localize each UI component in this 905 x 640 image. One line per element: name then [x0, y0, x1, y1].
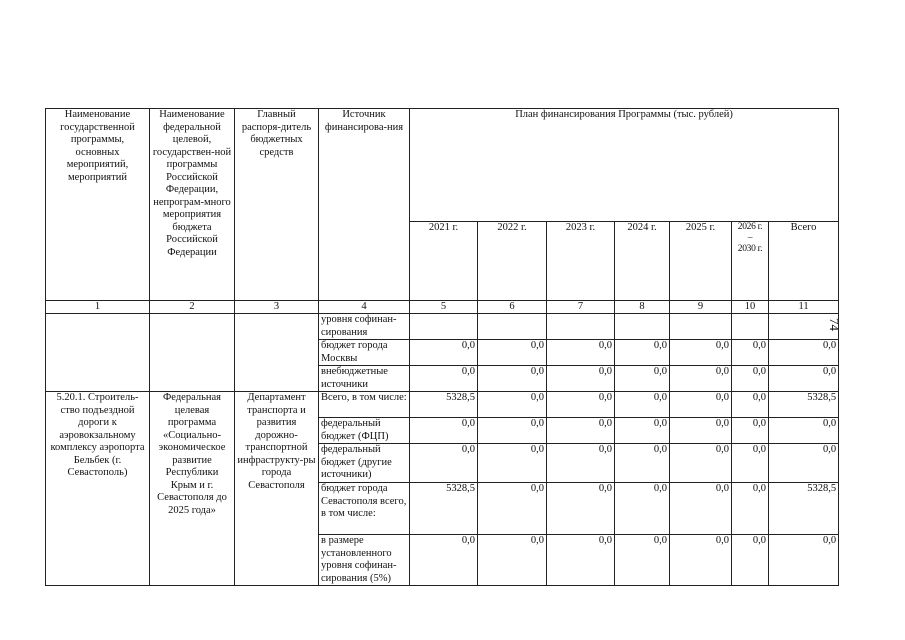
- column-number: 10: [732, 301, 769, 314]
- value-cell: 0,0: [478, 340, 547, 366]
- value-cell: 0,0: [732, 392, 769, 418]
- funding-source-cell: бюджет города Севастополя всего, в том числе:: [319, 483, 410, 535]
- value-cell: [615, 314, 670, 340]
- value-cell: 0,0: [615, 366, 670, 392]
- value-cell: 0,0: [478, 366, 547, 392]
- value-cell: 0,0: [769, 444, 839, 483]
- year-range-end: 2030 г.: [737, 244, 763, 254]
- column-number: 2: [150, 301, 235, 314]
- value-cell: 0,0: [478, 418, 547, 444]
- year-range-dash: –: [747, 233, 753, 243]
- value-cell: 0,0: [670, 340, 732, 366]
- value-cell: 0,0: [670, 483, 732, 535]
- value-cell: 0,0: [547, 483, 615, 535]
- value-cell: 0,0: [478, 392, 547, 418]
- funding-source-cell: Всего, в том числе:: [319, 392, 410, 418]
- column-number: 8: [615, 301, 670, 314]
- value-cell: 0,0: [769, 535, 839, 586]
- funding-source-cell: федеральный бюджет (ФЦП): [319, 418, 410, 444]
- header-row-main: [46, 109, 839, 222]
- value-cell: [547, 314, 615, 340]
- column-number: 3: [235, 301, 319, 314]
- empty-cell: [235, 314, 319, 392]
- empty-cell: [46, 314, 150, 392]
- header-year-2022: 2022 г.: [478, 222, 547, 301]
- value-cell: 0,0: [732, 418, 769, 444]
- value-cell: 0,0: [769, 340, 839, 366]
- header-year-2024: 2024 г.: [615, 222, 670, 301]
- header-financing-plan: План финансирования Программы (тыс. рублей): [410, 109, 839, 222]
- value-cell: 0,0: [478, 444, 547, 483]
- column-number: 9: [670, 301, 732, 314]
- budget-manager-cell: Департамент транспорта и развития дорожно-транспортной инфраструкту-ры города Севастополя: [235, 392, 319, 586]
- financing-table: [45, 108, 839, 586]
- value-cell: 0,0: [732, 340, 769, 366]
- value-cell: 0,0: [732, 444, 769, 483]
- header-budget-manager: Главный распоря-дитель бюджетных средств: [235, 109, 319, 301]
- value-cell: 0,0: [670, 366, 732, 392]
- value-cell: 0,0: [769, 418, 839, 444]
- value-cell: 0,0: [410, 340, 478, 366]
- value-cell: 0,0: [615, 444, 670, 483]
- funding-source-cell: бюджет города Москвы: [319, 340, 410, 366]
- value-cell: 0,0: [478, 535, 547, 586]
- value-cell: 5328,5: [410, 392, 478, 418]
- value-cell: 0,0: [615, 535, 670, 586]
- value-cell: 0,0: [615, 418, 670, 444]
- header-total: Всего: [769, 222, 839, 301]
- value-cell: 0,0: [732, 535, 769, 586]
- column-number: 5: [410, 301, 478, 314]
- column-number: 4: [319, 301, 410, 314]
- value-cell: 0,0: [547, 418, 615, 444]
- header-funding-source: Источник финансирова-ния: [319, 109, 410, 301]
- value-cell: 0,0: [547, 535, 615, 586]
- measure-name-cell: 5.20.1. Строитель-ство подъездной дороги к аэровокзальному комплексу аэропорта Бельбек (г. Севастополь): [46, 392, 150, 586]
- value-cell: [732, 314, 769, 340]
- value-cell: 0,0: [732, 483, 769, 535]
- value-cell: 0,0: [615, 340, 670, 366]
- value-cell: 0,0: [615, 392, 670, 418]
- empty-cell: [150, 314, 235, 392]
- page-number: 74: [827, 318, 842, 331]
- value-cell: 0,0: [547, 444, 615, 483]
- value-cell: 0,0: [670, 535, 732, 586]
- value-cell: 0,0: [615, 483, 670, 535]
- table-row: [46, 392, 839, 418]
- header-program-name: Наименование государственной программы, основных мероприятий, мероприятий: [46, 109, 150, 301]
- value-cell: 0,0: [410, 535, 478, 586]
- value-cell: 5328,5: [410, 483, 478, 535]
- column-number: 6: [478, 301, 547, 314]
- year-range-start: 2026 г.: [737, 222, 763, 232]
- value-cell: 0,0: [547, 340, 615, 366]
- value-cell: 0,0: [670, 392, 732, 418]
- column-number: 11: [769, 301, 839, 314]
- federal-program-cell: Федеральная целевая программа «Социально-экономическое развитие Республики Крым и г. Севастополя до 2025 года»: [150, 392, 235, 586]
- header-year-2021: 2021 г.: [410, 222, 478, 301]
- value-cell: [670, 314, 732, 340]
- value-cell: 0,0: [547, 366, 615, 392]
- header-year-2025: 2025 г.: [670, 222, 732, 301]
- header-year-2023: 2023 г.: [547, 222, 615, 301]
- value-cell: 0,0: [478, 483, 547, 535]
- funding-source-cell: внебюджетные источники: [319, 366, 410, 392]
- funding-source-cell: в размере установленного уровня софинан-сирования (5%): [319, 535, 410, 586]
- value-cell: 0,0: [547, 392, 615, 418]
- header-year-range: [732, 222, 769, 301]
- value-cell: 0,0: [732, 366, 769, 392]
- value-cell: 0,0: [670, 444, 732, 483]
- column-number: 7: [547, 301, 615, 314]
- value-cell: 0,0: [670, 418, 732, 444]
- value-cell: [478, 314, 547, 340]
- value-cell: 0,0: [769, 366, 839, 392]
- value-cell: 5328,5: [769, 392, 839, 418]
- funding-source-cell: уровня софинан-сирования: [319, 314, 410, 340]
- column-number: 1: [46, 301, 150, 314]
- funding-source-cell: федеральный бюджет (другие источники): [319, 444, 410, 483]
- value-cell: [769, 314, 839, 340]
- table-row: [46, 314, 839, 340]
- header-federal-program: Наименование федеральной целевой, государствен-ной программы Российской Федерации, непрограм-много мероприятия бюджета Российской Федерации: [150, 109, 235, 301]
- value-cell: 0,0: [410, 366, 478, 392]
- value-cell: [410, 314, 478, 340]
- column-number-row: [46, 301, 839, 314]
- value-cell: 5328,5: [769, 483, 839, 535]
- value-cell: 0,0: [410, 444, 478, 483]
- value-cell: 0,0: [410, 418, 478, 444]
